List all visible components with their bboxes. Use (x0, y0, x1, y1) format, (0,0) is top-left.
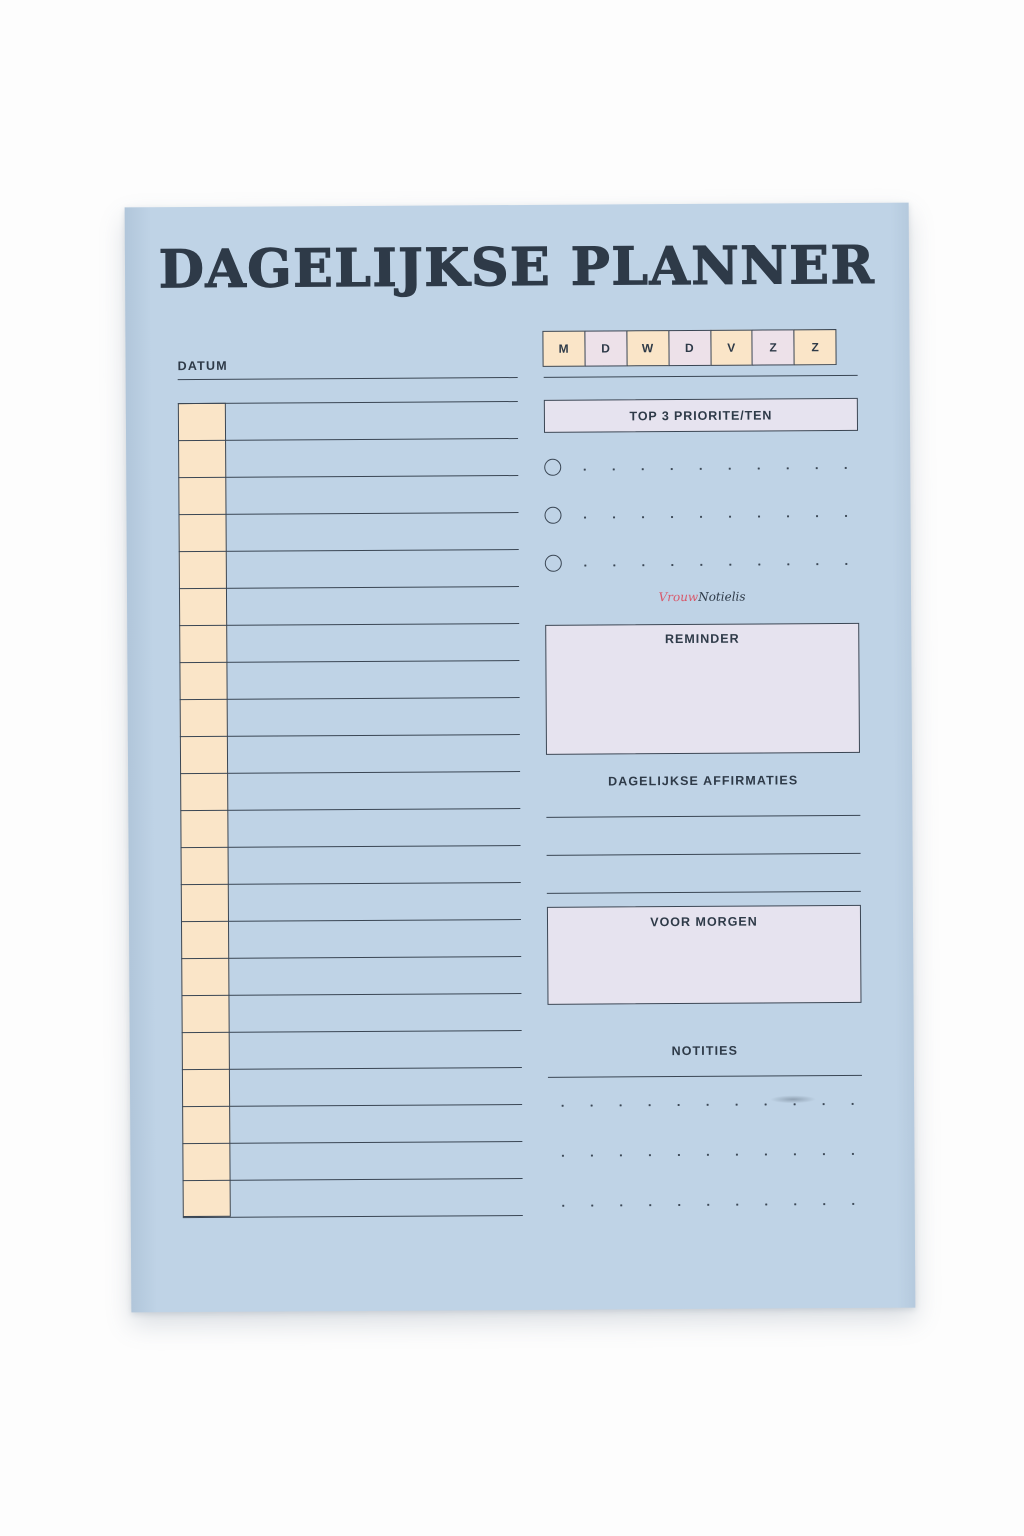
weekday-label: Z (769, 340, 778, 355)
affirmation-line-2[interactable] (547, 853, 861, 856)
weekday-box-1[interactable] (584, 330, 627, 366)
brand-suffix: Notielis (698, 589, 746, 604)
weekday-box-5[interactable] (752, 329, 795, 365)
priority-dotted-line[interactable] (571, 515, 859, 519)
notes-heading: NOTITIES (671, 1043, 739, 1059)
schedule-row-line (181, 919, 521, 922)
brand-watermark (545, 589, 859, 605)
date-input-line[interactable] (178, 377, 518, 380)
paper-edge-shadow-left (125, 207, 158, 1312)
schedule-rows (178, 401, 523, 1235)
schedule-row-line (181, 882, 521, 885)
affirmation-line-1[interactable] (546, 815, 860, 818)
notes-dot-row-3[interactable] (549, 1203, 863, 1207)
priority-dotted-line[interactable] (571, 563, 859, 567)
paper-edge-shadow-right (891, 203, 916, 1308)
schedule-row-line (182, 1141, 522, 1144)
checkbox-circle-icon[interactable] (544, 507, 561, 524)
page-title: DAGELIJKSE PLANNER (158, 234, 876, 301)
schedule-row-line (178, 475, 518, 478)
date-label: DATUM (177, 358, 228, 374)
schedule-row-line (179, 660, 519, 663)
schedule-row-line (179, 586, 519, 589)
weekday-box-0[interactable] (542, 331, 585, 367)
schedule-row-line (181, 956, 521, 959)
schedule-grid[interactable] (178, 401, 523, 1235)
priority-row-1[interactable] (544, 455, 858, 479)
weekday-box-6[interactable] (794, 329, 837, 365)
schedule-row-line (180, 808, 520, 811)
weekday-box-2[interactable] (626, 330, 669, 366)
planner-page (125, 203, 916, 1313)
weekday-selector[interactable] (543, 329, 837, 367)
priority-row-2[interactable] (544, 503, 858, 527)
weekday-underline (544, 375, 858, 378)
top-priorities-list[interactable] (125, 203, 909, 208)
checkbox-circle-icon[interactable] (545, 555, 562, 572)
weekday-box-4[interactable] (710, 330, 753, 366)
weekday-label: V (727, 340, 736, 355)
schedule-row-line (182, 1067, 522, 1070)
brand-prefix: Vrouw (658, 589, 699, 605)
weekday-label: M (558, 341, 570, 356)
schedule-row-line (182, 1104, 522, 1107)
schedule-row-line (183, 1178, 523, 1181)
schedule-row-line (180, 771, 520, 774)
weekday-box-3[interactable] (668, 330, 711, 366)
affirmation-line-3[interactable] (547, 891, 861, 894)
schedule-row-line (179, 512, 519, 515)
weekday-label: D (601, 341, 611, 356)
schedule-row-line (183, 1215, 523, 1218)
affirmations-lines[interactable] (125, 203, 909, 208)
weekday-label: Z (811, 340, 820, 355)
notes-dot-row-1[interactable] (548, 1103, 862, 1107)
tomorrow-heading: VOOR MORGEN (650, 914, 758, 930)
notes-dot-grid[interactable] (125, 203, 909, 208)
schedule-row-line (179, 623, 519, 626)
notes-underline (548, 1075, 862, 1078)
checkbox-circle-icon[interactable] (544, 459, 561, 476)
affirmations-heading: DAGELIJKSE AFFIRMATIES (608, 773, 799, 789)
weekday-label: W (641, 341, 654, 356)
schedule-row-line (181, 845, 521, 848)
schedule-row-line (181, 993, 521, 996)
schedule-row-line (182, 1030, 522, 1033)
reminder-heading: REMINDER (664, 631, 740, 647)
priority-row-3[interactable] (545, 551, 859, 575)
schedule-row-line (180, 734, 520, 737)
notes-dot-row-2[interactable] (548, 1153, 862, 1157)
schedule-row-line (178, 401, 518, 404)
top-priorities-heading: TOP 3 PRIORITE/TEN (544, 398, 858, 433)
schedule-row-line (178, 438, 518, 441)
weekday-label: D (684, 340, 695, 355)
schedule-row-line (179, 549, 519, 552)
planner-sheet (125, 203, 916, 1313)
schedule-row-line (180, 697, 520, 700)
priority-dotted-line[interactable] (570, 467, 858, 471)
